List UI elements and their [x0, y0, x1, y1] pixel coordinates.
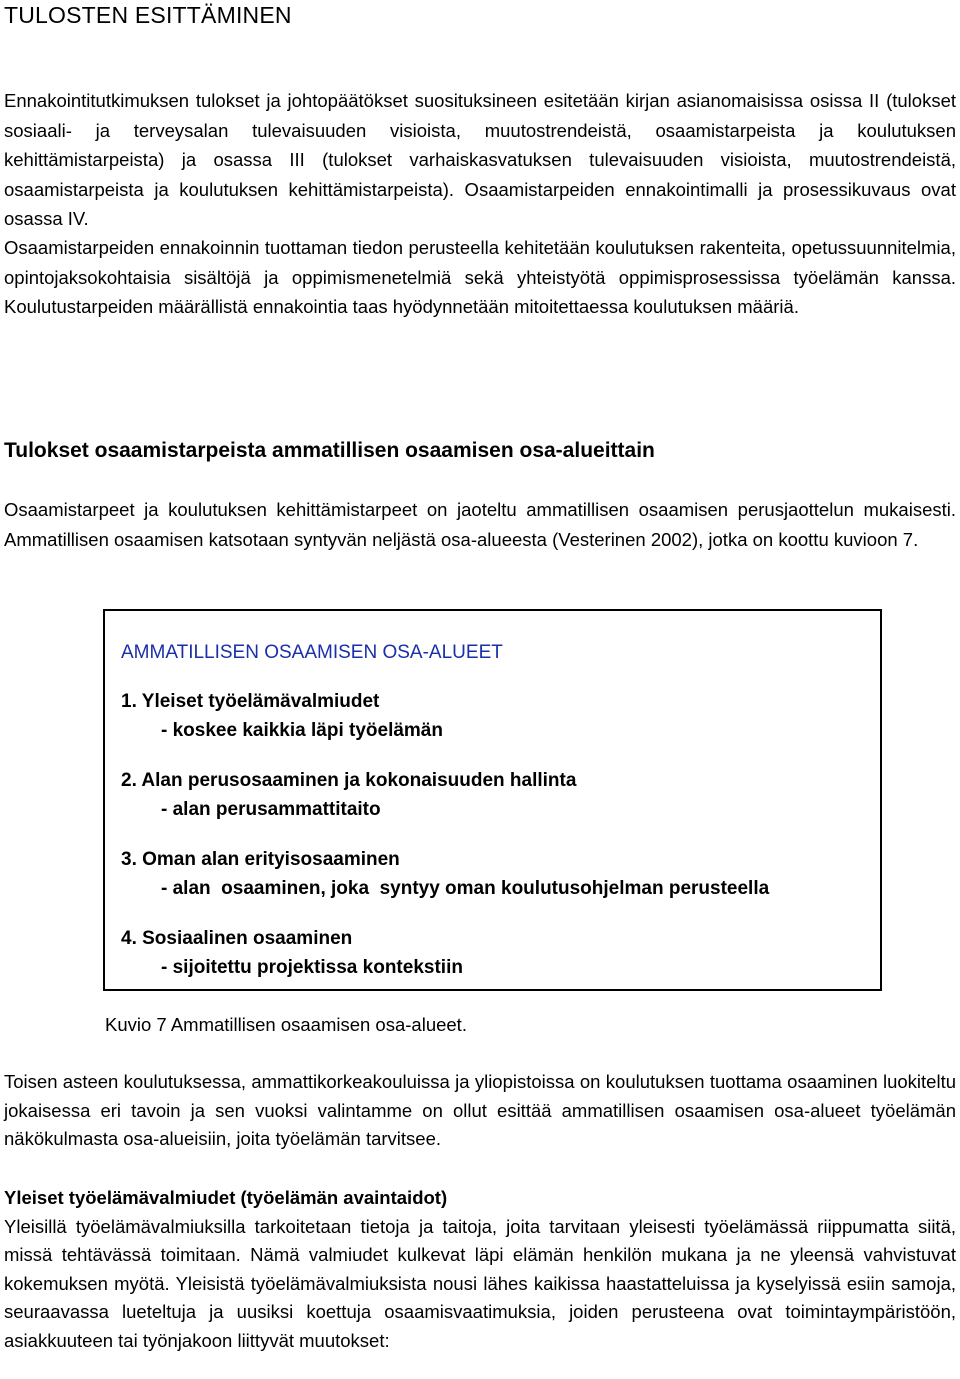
section-heading: Tulokset osaamistarpeista ammatillisen osaamisen osa-alueittain	[4, 439, 655, 462]
area-description: - koskee kaikkia läpi työelämän	[161, 720, 443, 741]
area-description: - alan perusammattitaito	[161, 799, 381, 820]
section-paragraph: Osaamistarpeet ja koulutuksen kehittämistarpeet on jaoteltu ammatillisen osaamisen perusjaottelun mukaisesti. Ammatillisen osaamisen katsotaan syntyvän neljästä osa-alueesta (Vesterinen 2002), jotka on koottu kuvioon 7.	[4, 499, 956, 550]
area-name: 3. Oman alan erityisosaaminen	[121, 849, 400, 870]
area-item-4	[121, 924, 463, 982]
area-item-2	[121, 766, 576, 824]
subsection-heading: Yleiset työelämävalmiudet (työelämän avaintaidot)	[4, 1187, 448, 1208]
figure-caption: Kuvio 7 Ammatillisen osaamisen osa-alueet.	[105, 1014, 467, 1035]
area-name: 4. Sosiaalinen osaaminen	[121, 928, 353, 949]
area-name: 2. Alan perusosaaminen ja kokonaisuuden hallinta	[121, 770, 577, 791]
document-title: TULOSTEN ESITTÄMINEN	[4, 2, 292, 28]
area-item-3	[121, 845, 769, 903]
subsection	[4, 1184, 956, 1355]
area-item-1	[121, 687, 443, 745]
area-description: - sijoitettu projektissa kontekstiin	[161, 957, 463, 978]
after-figure-paragraph: Toisen asteen koulutuksessa, ammattikorkeakouluissa ja yliopistoissa on koulutuksen tuottama osaaminen luokiteltu jokaisessa eri tavoin ja sen vuoksi valintamme on ollut esittää ammatillisen osaamisen osa-alueet työelämän näkökulmasta osa-alueisiin, joita työelämän tarvitsee.	[4, 1071, 956, 1149]
figure-title: AMMATILLISEN OSAAMISEN OSA-ALUEET	[121, 642, 503, 663]
area-description: - alan osaaminen, joka syntyy oman koulutusohjelman perusteella	[161, 878, 770, 899]
figure-box	[103, 609, 882, 991]
subsection-paragraph: Yleisillä työelämävalmiuksilla tarkoitetaan tietoja ja taitoja, joita tarvitaan yleisesti työelämässä riippumatta siitä, missä tehtävässä toimitaan. Nämä valmiudet kulkevat läpi elämän henkilön mukana ja ne yleensä vahvistuvat kokemuksen myötä. Yleisistä työelämävalmiuksista nousi lähes kaikissa haastatteluissa ja kyselyissä esiin samoja, seuraavassa lueteltuja ja uusiksi koettuja osaamisvaatimuksia, joiden perusteena ovat toimintaympäristöön, asiakkuuteen tai työnjakoon liittyvät muutokset:	[4, 1215, 956, 1351]
intro-paragraph-1: Ennakointitutkimuksen tulokset ja johtopäätökset suosituksineen esitetään kirjan asianomaisissa osissa II (tulokset sosiaali- ja terveysalan tulevaisuuden visioista, muutostrendeistä, osaamistarpeista ja koulutuksen kehittämistarpeista) ja osassa III (tulokset varhaiskasvatuksen tulevaisuuden visioista, muutostrendeistä, osaamistarpeista ja koulutuksen kehittämistarpeista). Osaamistarpeiden ennakointimalli ja prosessikuvaus ovat osassa IV.	[4, 90, 956, 229]
area-name: 1. Yleiset työelämävalmiudet	[121, 691, 380, 712]
intro-paragraph-2: Osaamistarpeiden ennakoinnin tuottaman tiedon perusteella kehitetään koulutuksen rakenteita, opetussuunnitelmia, opintojaksokohtaisia sisältöjä ja oppimismenetelmiä sekä yhteistyötä oppimisprosessissa työelämän kanssa. Koulutustarpeiden määrällistä ennakointia taas hyödynnetään mitoitettaessa koulutuksen määriä.	[4, 237, 956, 317]
